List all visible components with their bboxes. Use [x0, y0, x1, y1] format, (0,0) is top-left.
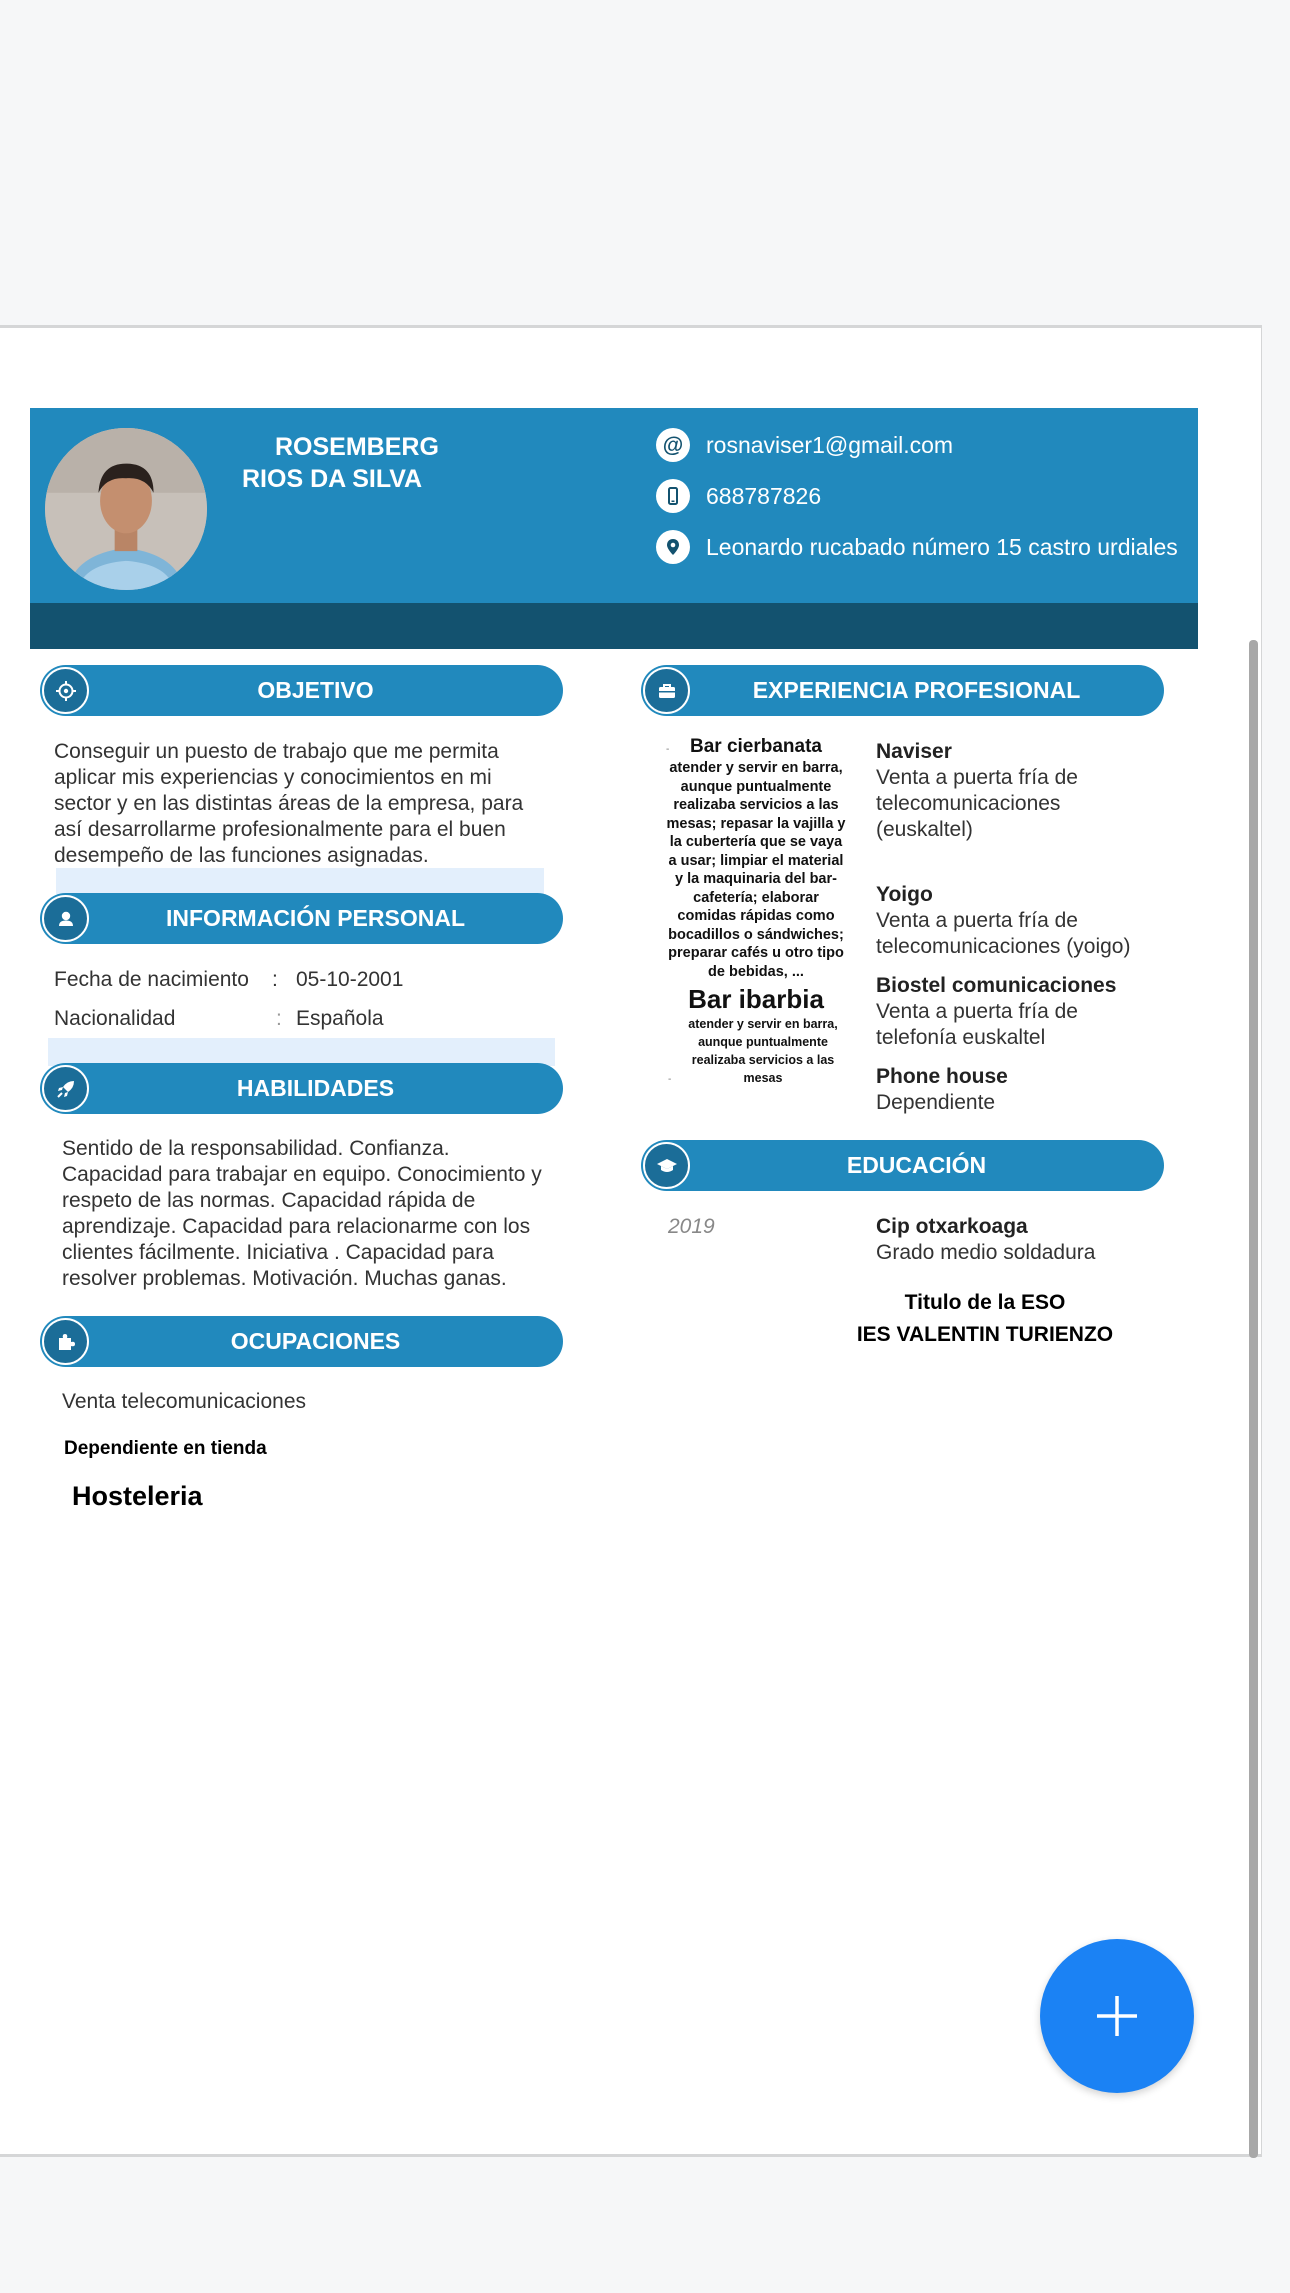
nationality-value: Española [296, 1007, 384, 1030]
experience-entry [876, 973, 1186, 1051]
company-name: Biostel comunicaciones [876, 974, 1117, 997]
section-header-informacion-personal [40, 893, 563, 944]
job-title: Bar ibarbia [688, 984, 824, 1014]
section-header-educacion [641, 1140, 1164, 1191]
company-desc-line: telecomunicaciones [876, 792, 1061, 815]
section-header-objetivo [40, 665, 563, 716]
contact-email[interactable] [656, 428, 953, 462]
company-desc-line: Venta a puerta fría de [876, 909, 1078, 932]
objetivo-line: Conseguir un puesto de trabajo que me permita [54, 740, 499, 763]
objetivo-line: sector y en las distintas áreas de la empresa, para [54, 792, 524, 815]
section-title-objetivo: OBJETIVO [257, 677, 374, 703]
section-title-habilidades: HABILIDADES [236, 1075, 395, 1101]
habilidades-text [62, 1136, 582, 1292]
avatar [45, 428, 207, 590]
job-desc-line: a usar; limpiar el material [668, 852, 844, 869]
contact-phone[interactable] [656, 479, 821, 513]
job-desc-line: comidas rápidas como [677, 908, 835, 924]
job-desc-line: y la maquinaria del bar- [675, 871, 837, 887]
job-desc-line: cafetería; elaborar [693, 889, 819, 906]
plus-icon [1094, 1993, 1140, 2039]
school-name: Cip otxarkoaga [876, 1215, 1028, 1238]
habilidades-line: respeto de las normas. Capacidad rápida de [62, 1189, 476, 1212]
name-first: ROSEMBERG [275, 433, 439, 461]
location-pin-icon [656, 530, 690, 564]
at-icon: @ [656, 428, 690, 462]
highlight-band [48, 1038, 555, 1066]
education-year: 2019 [668, 1215, 715, 1238]
section-title-informacion-personal: INFORMACIÓN PERSONAL [166, 905, 465, 931]
job-desc-line: mesas [743, 1071, 783, 1085]
dash-mark: - [666, 744, 670, 755]
birth-value: 05-10-2001 [296, 968, 404, 991]
phone-text: 688787826 [706, 482, 822, 509]
education-extra-line: Titulo de la ESO [904, 1291, 1066, 1314]
job-desc-line: aunque puntualmente [680, 778, 832, 795]
ocupacion-item: Hosteleria [72, 1481, 203, 1511]
name-last: RIOS DA SILVA [242, 465, 423, 493]
email-text: rosnaviser1@gmail.com [706, 431, 954, 458]
highlight-band [56, 868, 544, 894]
address-text: Leonardo rucabado número 15 castro urdiales [706, 533, 1178, 560]
nationality-sep: : [276, 1007, 282, 1030]
phone-icon [656, 479, 690, 513]
dash-mark: - [668, 1074, 672, 1085]
job-desc-block [650, 1015, 862, 1087]
section-header-ocupaciones [40, 1316, 563, 1367]
job-desc-line: atender y servir en barra, [669, 760, 843, 776]
ocupacion-item: Dependiente en tienda [64, 1438, 267, 1459]
company-name: Phone house [876, 1065, 1008, 1088]
education-extra-line: IES VALENTIN TURIENZO [856, 1323, 1114, 1346]
education-entry [876, 1214, 1186, 1266]
section-title-ocupaciones: OCUPACIONES [230, 1328, 401, 1354]
objetivo-line: así desarrollarme profesionalmente para el buen [54, 818, 506, 841]
experience-entry [876, 739, 1186, 843]
contact-address[interactable] [656, 530, 1178, 564]
job-desc-line: aunque puntualmente [698, 1035, 828, 1049]
company-desc-line: telecomunicaciones (yoigo) [876, 935, 1131, 958]
nationality-label: Nacionalidad [54, 1007, 176, 1030]
education-extra [780, 1287, 1190, 1351]
job-desc-line: de bebidas, ... [708, 963, 804, 980]
profile-photo [45, 428, 207, 590]
add-button[interactable] [1040, 1939, 1194, 2093]
company-desc-line: Venta a puerta fría de [876, 766, 1078, 789]
company-desc-line: (euskaltel) [876, 818, 973, 841]
job-desc-line: mesas; repasar la vajilla y [666, 815, 846, 832]
job-desc-line: preparar cafés u otro tipo [668, 945, 844, 961]
degree-name: Grado medio soldadura [876, 1241, 1096, 1264]
experience-entry [876, 1064, 1186, 1116]
section-title-experiencia: EXPERIENCIA PROFESIONAL [752, 677, 1081, 703]
objetivo-text [54, 739, 574, 869]
company-name: Yoigo [876, 883, 933, 906]
job-desc-line: realizaba servicios a las [691, 1053, 835, 1067]
objetivo-line: aplicar mis experiencias y conocimientos en mi [54, 766, 492, 789]
job-desc-line: bocadillos o sándwiches; [668, 926, 844, 943]
experience-entry [876, 882, 1186, 960]
section-header-experiencia [641, 665, 1164, 716]
experience-left-column [650, 735, 862, 1087]
company-desc-line: telefonía euskaltel [876, 1026, 1046, 1049]
job-desc-line: la cubertería que se vaya [669, 834, 843, 850]
header-strip [30, 603, 1198, 649]
section-header-habilidades [40, 1063, 563, 1114]
company-desc-line: Venta a puerta fría de [876, 1000, 1078, 1023]
company-name: Naviser [876, 740, 952, 763]
job-desc-line: realizaba servicios a las [673, 797, 839, 813]
company-desc-line: Dependiente [876, 1091, 996, 1114]
habilidades-line: resolver problemas. Motivación. Muchas ganas. [62, 1267, 507, 1290]
section-title-educacion: EDUCACIÓN [846, 1152, 987, 1178]
objetivo-line: desempeño de las funciones asignadas. [54, 844, 429, 867]
birth-label: Fecha de nacimiento [54, 968, 249, 991]
job-title: Bar cierbanata [689, 736, 822, 757]
ocupacion-item: Venta telecomunicaciones [62, 1390, 306, 1413]
habilidades-line: aprendizaje. Capacidad para relacionarme con los [62, 1215, 531, 1238]
scrollbar[interactable] [1249, 640, 1258, 2158]
habilidades-line: Sentido de la responsabilidad. Confianza. [62, 1137, 450, 1160]
habilidades-line: Capacidad para trabajar en equipo. Conocimiento y [62, 1163, 542, 1186]
job-desc-line: atender y servir en barra, [688, 1017, 838, 1031]
birth-sep: : [272, 968, 278, 991]
habilidades-line: clientes fácilmente. Iniciativa . Capacidad para [62, 1241, 494, 1264]
